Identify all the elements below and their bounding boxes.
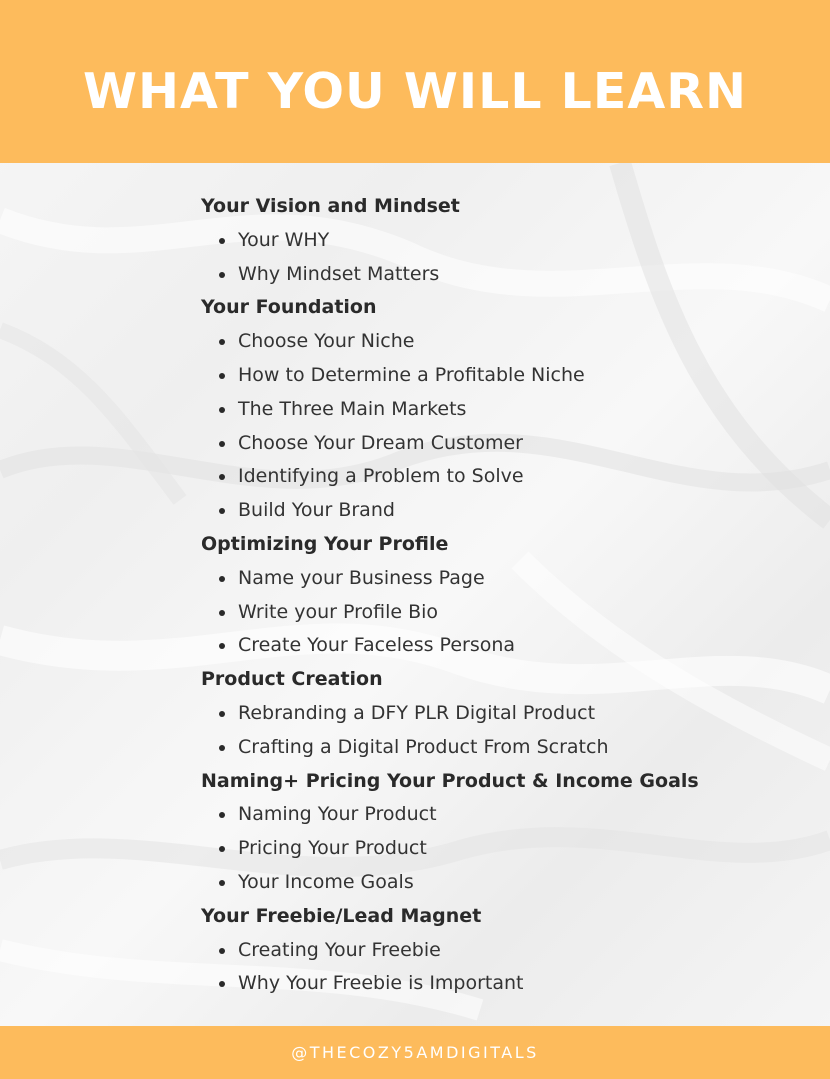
topic-label: Why Your Freebie is Important bbox=[238, 972, 524, 995]
topic-item bbox=[201, 934, 801, 968]
topic-item bbox=[201, 562, 801, 596]
topic-label: Creating Your Freebie bbox=[238, 938, 441, 961]
topic-label: Your WHY bbox=[238, 228, 330, 251]
topic-item bbox=[201, 596, 801, 630]
topic-label: Choose Your Dream Customer bbox=[238, 431, 523, 454]
topic-item bbox=[201, 258, 801, 292]
topic-item bbox=[201, 866, 801, 900]
topic-item bbox=[201, 460, 801, 494]
section-freebie-lead-magnet bbox=[201, 900, 801, 1001]
topic-item bbox=[201, 427, 801, 461]
topic-label: Write your Profile Bio bbox=[238, 600, 439, 623]
topic-list bbox=[201, 798, 801, 899]
topic-list bbox=[201, 325, 801, 528]
page-title: WHAT YOU WILL LEARN bbox=[82, 63, 748, 120]
bullet-icon bbox=[219, 846, 225, 852]
social-handle: @THECOZY5AMDIGITALS bbox=[291, 1043, 539, 1062]
topic-item bbox=[201, 393, 801, 427]
course-outline bbox=[201, 190, 801, 1001]
topic-label: Rebranding a DFY PLR Digital Product bbox=[238, 701, 596, 724]
bullet-icon bbox=[219, 474, 225, 480]
topic-item bbox=[201, 494, 801, 528]
topic-list bbox=[201, 697, 801, 765]
bullet-icon bbox=[219, 407, 225, 413]
section-title: Optimizing Your Profile bbox=[201, 532, 449, 555]
bullet-icon bbox=[219, 441, 225, 447]
section-title: Your Foundation bbox=[201, 296, 377, 319]
topic-list bbox=[201, 562, 801, 663]
topic-label: Name your Business Page bbox=[238, 566, 485, 589]
topic-label: The Three Main Markets bbox=[238, 397, 467, 420]
topic-label: Choose Your Niche bbox=[238, 330, 415, 353]
topic-list bbox=[201, 224, 801, 292]
bullet-icon bbox=[219, 373, 225, 379]
topic-item bbox=[201, 832, 801, 866]
bullet-icon bbox=[219, 711, 225, 717]
bullet-icon bbox=[219, 948, 225, 954]
topic-item bbox=[201, 629, 801, 663]
bullet-icon bbox=[219, 508, 225, 514]
topic-label: Build Your Brand bbox=[238, 499, 395, 522]
topic-label: Create Your Faceless Persona bbox=[238, 634, 516, 657]
topic-item bbox=[201, 731, 801, 765]
section-product-creation bbox=[201, 663, 801, 764]
section-vision-mindset bbox=[201, 190, 801, 291]
bullet-icon bbox=[219, 610, 225, 616]
section-title: Naming+ Pricing Your Product & Income Goals bbox=[201, 769, 699, 792]
topic-item bbox=[201, 798, 801, 832]
topic-label: How to Determine a Profitable Niche bbox=[238, 363, 585, 386]
section-title: Your Freebie/Lead Magnet bbox=[201, 904, 482, 927]
topic-label: Naming Your Product bbox=[238, 803, 437, 826]
topic-list bbox=[201, 934, 801, 1002]
bullet-icon bbox=[219, 576, 225, 582]
topic-item bbox=[201, 967, 801, 1001]
bullet-icon bbox=[219, 981, 225, 987]
bullet-icon bbox=[219, 272, 225, 278]
header-banner bbox=[0, 0, 830, 163]
section-optimizing-profile bbox=[201, 528, 801, 663]
bullet-icon bbox=[219, 643, 225, 649]
section-title: Your Vision and Mindset bbox=[201, 195, 460, 217]
bullet-icon bbox=[219, 745, 225, 751]
bullet-icon bbox=[219, 339, 225, 345]
topic-item bbox=[201, 359, 801, 393]
section-foundation bbox=[201, 291, 801, 528]
topic-label: Crafting a Digital Product From Scratch bbox=[238, 735, 609, 758]
footer-banner bbox=[0, 1026, 830, 1079]
topic-item bbox=[201, 325, 801, 359]
bullet-icon bbox=[219, 880, 225, 886]
section-naming-pricing bbox=[201, 765, 801, 900]
topic-label: Why Mindset Matters bbox=[238, 262, 440, 285]
bullet-icon bbox=[219, 812, 225, 818]
topic-label: Your Income Goals bbox=[238, 870, 414, 893]
bullet-icon bbox=[219, 238, 225, 244]
topic-label: Pricing Your Product bbox=[238, 837, 427, 860]
topic-item bbox=[201, 224, 801, 258]
topic-label: Identifying a Problem to Solve bbox=[238, 465, 524, 488]
topic-item bbox=[201, 697, 801, 731]
section-title: Product Creation bbox=[201, 668, 383, 691]
